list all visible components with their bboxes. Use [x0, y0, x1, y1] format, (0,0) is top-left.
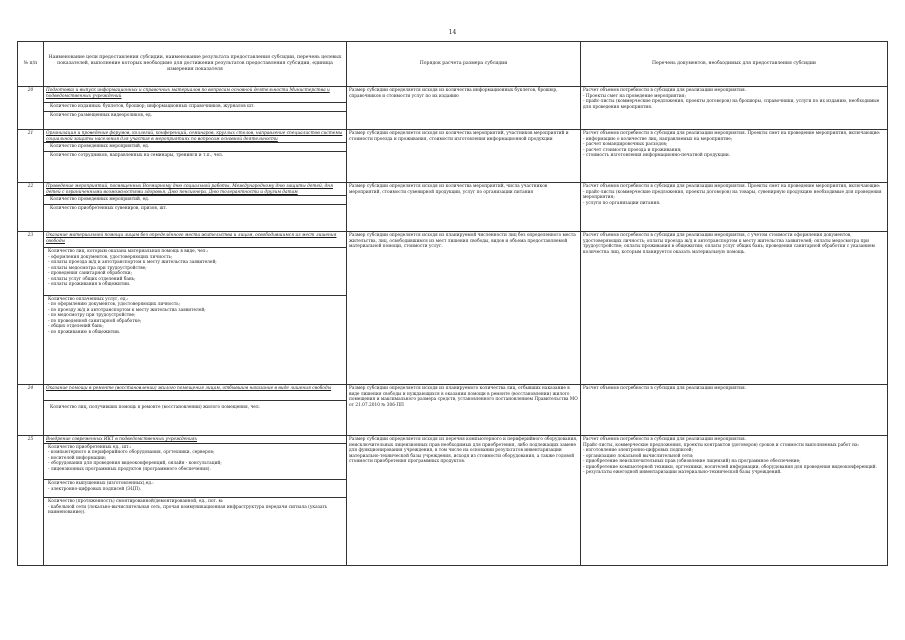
doc-line: - организацию локальной вычислительной сети;	[583, 453, 694, 459]
row-number: 21	[18, 130, 44, 183]
row-title: Организация и проведение форумов, коллегий, конференций, семинаров, круглых столов, направление специалистов системы социальной защиты населения для участия в мероприятиях по вопросам основной деятельности	[46, 131, 343, 142]
header-name: Наименование цели предоставления субсидии, наименование результата предоставления субсидии, перечень целевых показателей, выполнение которых необходимо для достижения результатов предоставления субсидии, единица измерения показателя	[44, 42, 347, 87]
row-title: Подготовка и выпуск информационных и справочных материалов по вопросам основной деятельности Министерства и подведомственных учреждений	[46, 88, 330, 99]
indicator: Количество проведенных мероприятий, ед.	[44, 142, 346, 151]
row-documents	[581, 183, 888, 232]
row-calculation: Размер субсидии определяется исходя из количества информационных буклетов, брошюр, справочников и стоимости услуг по их изданию	[347, 87, 581, 130]
page-number: 14	[448, 29, 457, 36]
row-title: Проведение мероприятий, посвященных Всемирному дню социальной работы, Международному дню защиты детей, дня детей с ограниченными возможностями здоровья, Дню пенсионера, Дню толерантности и другим датам	[46, 184, 333, 195]
doc-line: Расчет объемов потребности в субсидии для реализации мероприятия. Проекты смет на проведение мероприятия, включающие:	[583, 184, 881, 189]
doc-line: Расчет объемов потребности в субсидии для реализации мероприятия, с учетом стоимости оформления документов, удостоверяющих личность; оплаты проезда ж/д и автотранспортом к месту жительства заявителей; оплаты медосмотра при трудоустройстве; оплаты проживания в общежитии; оплаты услуг общих бань; проведения санитарной обработки с указанием количества лиц, которым планируется оказать материальную помощь.	[583, 233, 875, 255]
doc-line: - расчет командировочных расходов;	[583, 142, 668, 147]
row-number: 23	[18, 232, 44, 385]
row-calculation: Размер субсидии определяется исходя из количества мероприятий, участников мероприятий и стоимости проезда и проживания, стоимости изготовления информационной продукции	[347, 130, 581, 183]
doc-line: Расчет объемов потребности в субсидии для реализации мероприятия.	[583, 88, 747, 93]
doc-line: - прайс-листы (коммерческие предложения, проекты договоров) на брошюры, справочники, услуги по их изданию, необходимые для проведения мероприятия.	[583, 99, 880, 110]
indicator-group	[44, 443, 346, 480]
indicator-line: - по проезду ж/д и автотранспортом к месту жительства заявителей;	[48, 307, 206, 313]
indicator-line: - кабельной сети (локально-вычислительная сеть, прочая коммуникационная инфраструктура передачи сигнала (указать наименование)).	[48, 504, 328, 515]
row-number: 24	[18, 385, 44, 436]
row-name-cell	[44, 436, 347, 566]
row-title: Внедрение современных ИКТ в подведомственных учреждениях	[46, 437, 198, 442]
doc-line: Прайс-листы, коммерческие предложения, проекты контрактов (договоров) сроков и стоимости выполняемых работ на:	[583, 442, 859, 448]
indicator-line: - оформления документов, удостоверяющих личность;	[48, 254, 173, 260]
row-name-cell	[44, 87, 347, 130]
indicator-line: Количество приобретенных ед., шт.:	[48, 444, 132, 450]
row-name-cell	[44, 183, 347, 232]
row-title: Оказание помощи в ремонте (восстановлении) жилого помещения лицам, отбывшим наказание в виде лишения свободы	[46, 386, 332, 391]
table-header-row	[18, 42, 888, 87]
doc-line: Расчет объемов потребности в субсидии для реализации мероприятия.	[583, 437, 747, 442]
indicator-line: Количество лиц, которым оказана материальная помощь в виде, чел.:	[48, 249, 209, 254]
row-calculation: Размер субсидии определяется исходя из количества мероприятий, числа участников мероприятий, стоимости сувенирной продукции, услуг по организации питания	[347, 183, 581, 232]
doc-line: - приобретение неисключительных прав (обновление лицензий) на программное обеспечение;	[583, 459, 801, 464]
row-number: 22	[18, 183, 44, 232]
indicator-group	[44, 295, 346, 337]
doc-line: - расчет стоимости проезда и проживания;	[583, 147, 682, 153]
indicator-line: - по проведенной санитарной обработке;	[48, 318, 142, 324]
indicator: Количество изданных: буклетов, брошюр, информационных справочников, журналов шт.	[44, 102, 346, 111]
subsidy-table	[17, 41, 888, 566]
row-number: 25	[18, 436, 44, 566]
table-row	[18, 130, 888, 183]
row-documents	[581, 436, 888, 566]
row-calculation: Размер субсидии определяется исходя из планируемой численности лиц без определенного места жительства, лиц, освободившимся из мест лишения свободы, видов и объема предоставляемой материальной помощи, стоимости услуг.	[347, 232, 581, 385]
row-documents	[581, 232, 888, 385]
row-documents	[581, 385, 888, 436]
indicator-line: - оплаты проживания в общежитии.	[48, 282, 131, 287]
indicator-line: Количество выпущенных (изготовленных),ед.:	[48, 481, 154, 486]
indicator-line: Количество (протяженность) смонтированной/демонтированной, ед., пог. м:	[48, 499, 224, 504]
doc-line: - стоимость изготовления информационно-печатной продукции.	[583, 153, 731, 158]
indicator-group	[44, 497, 346, 517]
doc-line: Расчет объемов потребности в субсидии для реализации мероприятия.	[583, 386, 747, 391]
indicator: Количество сотрудников, направленных на семинары, тренинги и т.п., чел.	[44, 151, 346, 160]
indicator-line: - общих отделений бань;	[48, 324, 104, 329]
indicator: Количество лиц, получивших помощь в ремонте (восстановлении) жилого помещения, чел.	[44, 400, 346, 417]
indicator-line: - компьютерного и периферийного оборудования, оргтехники, серверов;	[48, 450, 215, 455]
indicator-line: - по проживанию в общежитии.	[48, 329, 121, 335]
indicator-line: - проведения санитарной обработки;	[48, 271, 133, 276]
indicator-line: - электронно-цифровых подписей (ЭЦП).	[48, 486, 142, 492]
row-name-cell	[44, 232, 347, 385]
indicator-line: - оборудования для проведения видеоконференций, онлайн - консультаций;	[48, 461, 222, 466]
indicator-line: - по медосмотру при трудоустройстве;	[48, 313, 136, 318]
row-calculation: Размер субсидии определяется исходя из перечня компьютерного и периферийного оборудования, неисключительных лицензионных прав необходимых для приобретения, либо подлежащих замене для функционирования учреждения, в том числе на основании результатов инвентаризации материально-технической базы учреждения, исходя из стоимости оборудования, а также годовой стоимости приобретения программных продуктов.	[347, 436, 581, 566]
doc-line: Расчет объемов потребности в субсидии для реализации мероприятия. Проекты смет на проведение мероприятия, включающие:	[583, 131, 881, 136]
table-row	[18, 232, 888, 385]
doc-line: - изготовление электронно-цифровых подписей;	[583, 448, 694, 453]
indicator-group	[44, 247, 346, 295]
indicator-line: - оплаты проезда ж/д и автотранспортом к месту жительства заявителей;	[48, 260, 217, 265]
table-row	[18, 385, 888, 436]
indicator-line: - носителей информации;	[48, 455, 107, 461]
row-name-cell	[44, 130, 347, 183]
row-documents	[581, 87, 888, 130]
doc-line: - услуги по организации питания.	[583, 200, 661, 206]
doc-line: - прайс-листы (коммерческие предложения, проекты договоров) на товары, сувенирную продукцию необходимые для проведения мероприятия;	[583, 189, 882, 200]
indicator-line: - оплаты услуг общих отделений бань;	[48, 276, 136, 282]
doc-line: - приобретение компьютерной техники, оргтехники, носителей информации, оборудования для проведения видеоконференций.	[583, 464, 878, 470]
doc-line: - Проекты смет на проведение мероприятия;	[583, 93, 686, 99]
header-calculation: Порядок расчета размера субсидии	[347, 42, 581, 87]
indicator-line: - по оформлению документов, удостоверяющих личность;	[48, 302, 181, 307]
indicator-group	[44, 479, 346, 497]
indicator-line: Количество оплаченных услуг, ед.:	[48, 296, 129, 302]
row-documents	[581, 130, 888, 183]
row-name-cell	[44, 385, 347, 436]
row-title: Оказание материальной помощи лицам без определённого места жительства и лицам, освободившимся из мест лишения свободы	[46, 233, 337, 244]
doc-line: - результаты ежегодной инвентаризации материально-технической базы учреждений.	[583, 470, 782, 475]
row-number: 20	[18, 87, 44, 130]
header-number: № п/п	[18, 42, 44, 87]
indicator: Количество размещенных видеороликов, ед.	[44, 111, 346, 120]
doc-line: - информацию о количестве лиц, направляемых на мероприятие;	[583, 136, 733, 142]
table-row	[18, 183, 888, 232]
table-row	[18, 87, 888, 130]
indicator-line: - лицензионных программных продуктов (программного обеспечения).	[48, 466, 211, 472]
indicator-line: - оплаты медосмотра при трудоустройстве;	[48, 265, 147, 271]
indicator: Количество проведенных мероприятий, ед.	[44, 195, 346, 204]
indicator: Количество приобретенных сувениров, призов, шт.	[44, 204, 346, 213]
header-documents: Перечень документов, необходимых для предоставления субсидии	[581, 42, 888, 87]
table-row	[18, 436, 888, 566]
row-calculation: Размер субсидии определяется исходя из планируемого количества лиц, отбывших наказание в виде лишения свободы и нуждающихся в оказании помощи в ремонте (восстановлении) жилого помещения и максимального размера средств, установленного постановлением Правительства МО от 21.07.2010 № 306-ПП	[347, 385, 581, 436]
